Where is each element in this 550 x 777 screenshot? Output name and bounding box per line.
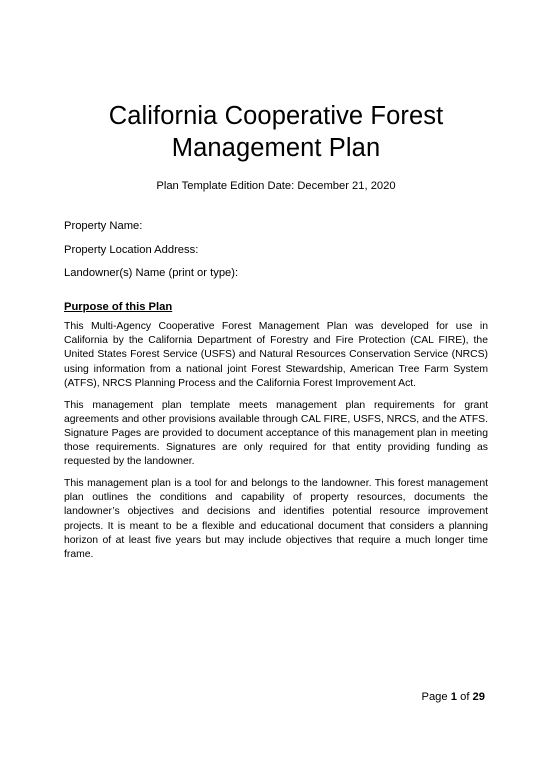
page-number bbox=[422, 690, 486, 704]
paragraph-2: This management plan template meets management plan requirements for grant agreements and other provisions available through CAL FIRE, USFS, NRCS, and the ATFS. Signature Pages are provided to document acceptance of this management plan in meeting those requirements. Signatures are only required for that entity providing funding as requested by the landowner. bbox=[64, 399, 488, 468]
document-title bbox=[64, 0, 488, 164]
page-label: Page bbox=[421, 691, 448, 703]
page-total: 29 bbox=[472, 691, 485, 703]
edition-date: Plan Template Edition Date: December 21, 2020 bbox=[156, 180, 396, 192]
of-label: of bbox=[460, 691, 470, 703]
property-fields bbox=[64, 219, 488, 280]
property-location-field: Property Location Address: bbox=[64, 243, 199, 256]
title-line-2: Management Plan bbox=[171, 134, 381, 162]
title-line-1: California Cooperative Forest bbox=[108, 102, 444, 130]
landowner-name-field: Landowner(s) Name (print or type): bbox=[64, 267, 239, 279]
paragraph-3: This management plan is a tool for and belongs to the landowner. This forest management plan outlines the conditions and capability of property resources, documents the landowner’s objectives and decisions and identifies potential resource improvement projects. It is meant to be a flexible and educational document that considers a planning horizon of at least five years but may include objectives that require a much longer time frame. bbox=[64, 478, 488, 561]
page-current: 1 bbox=[450, 691, 457, 703]
paragraph-1: This Multi-Agency Cooperative Forest Management Plan was developed for use in California by the California Department of Forestry and Fire Protection (CAL FIRE), the United States Forest Service (USFS) and Natural Resources Conservation Service (NRCS) using information from a national joint Forest Stewardship, American Tree Farm System (ATFS), NRCS Planning Process and the California Forest Improvement Act. bbox=[64, 321, 488, 389]
section-heading: Purpose of this Plan bbox=[64, 301, 173, 313]
property-name-field: Property Name: bbox=[64, 220, 143, 232]
